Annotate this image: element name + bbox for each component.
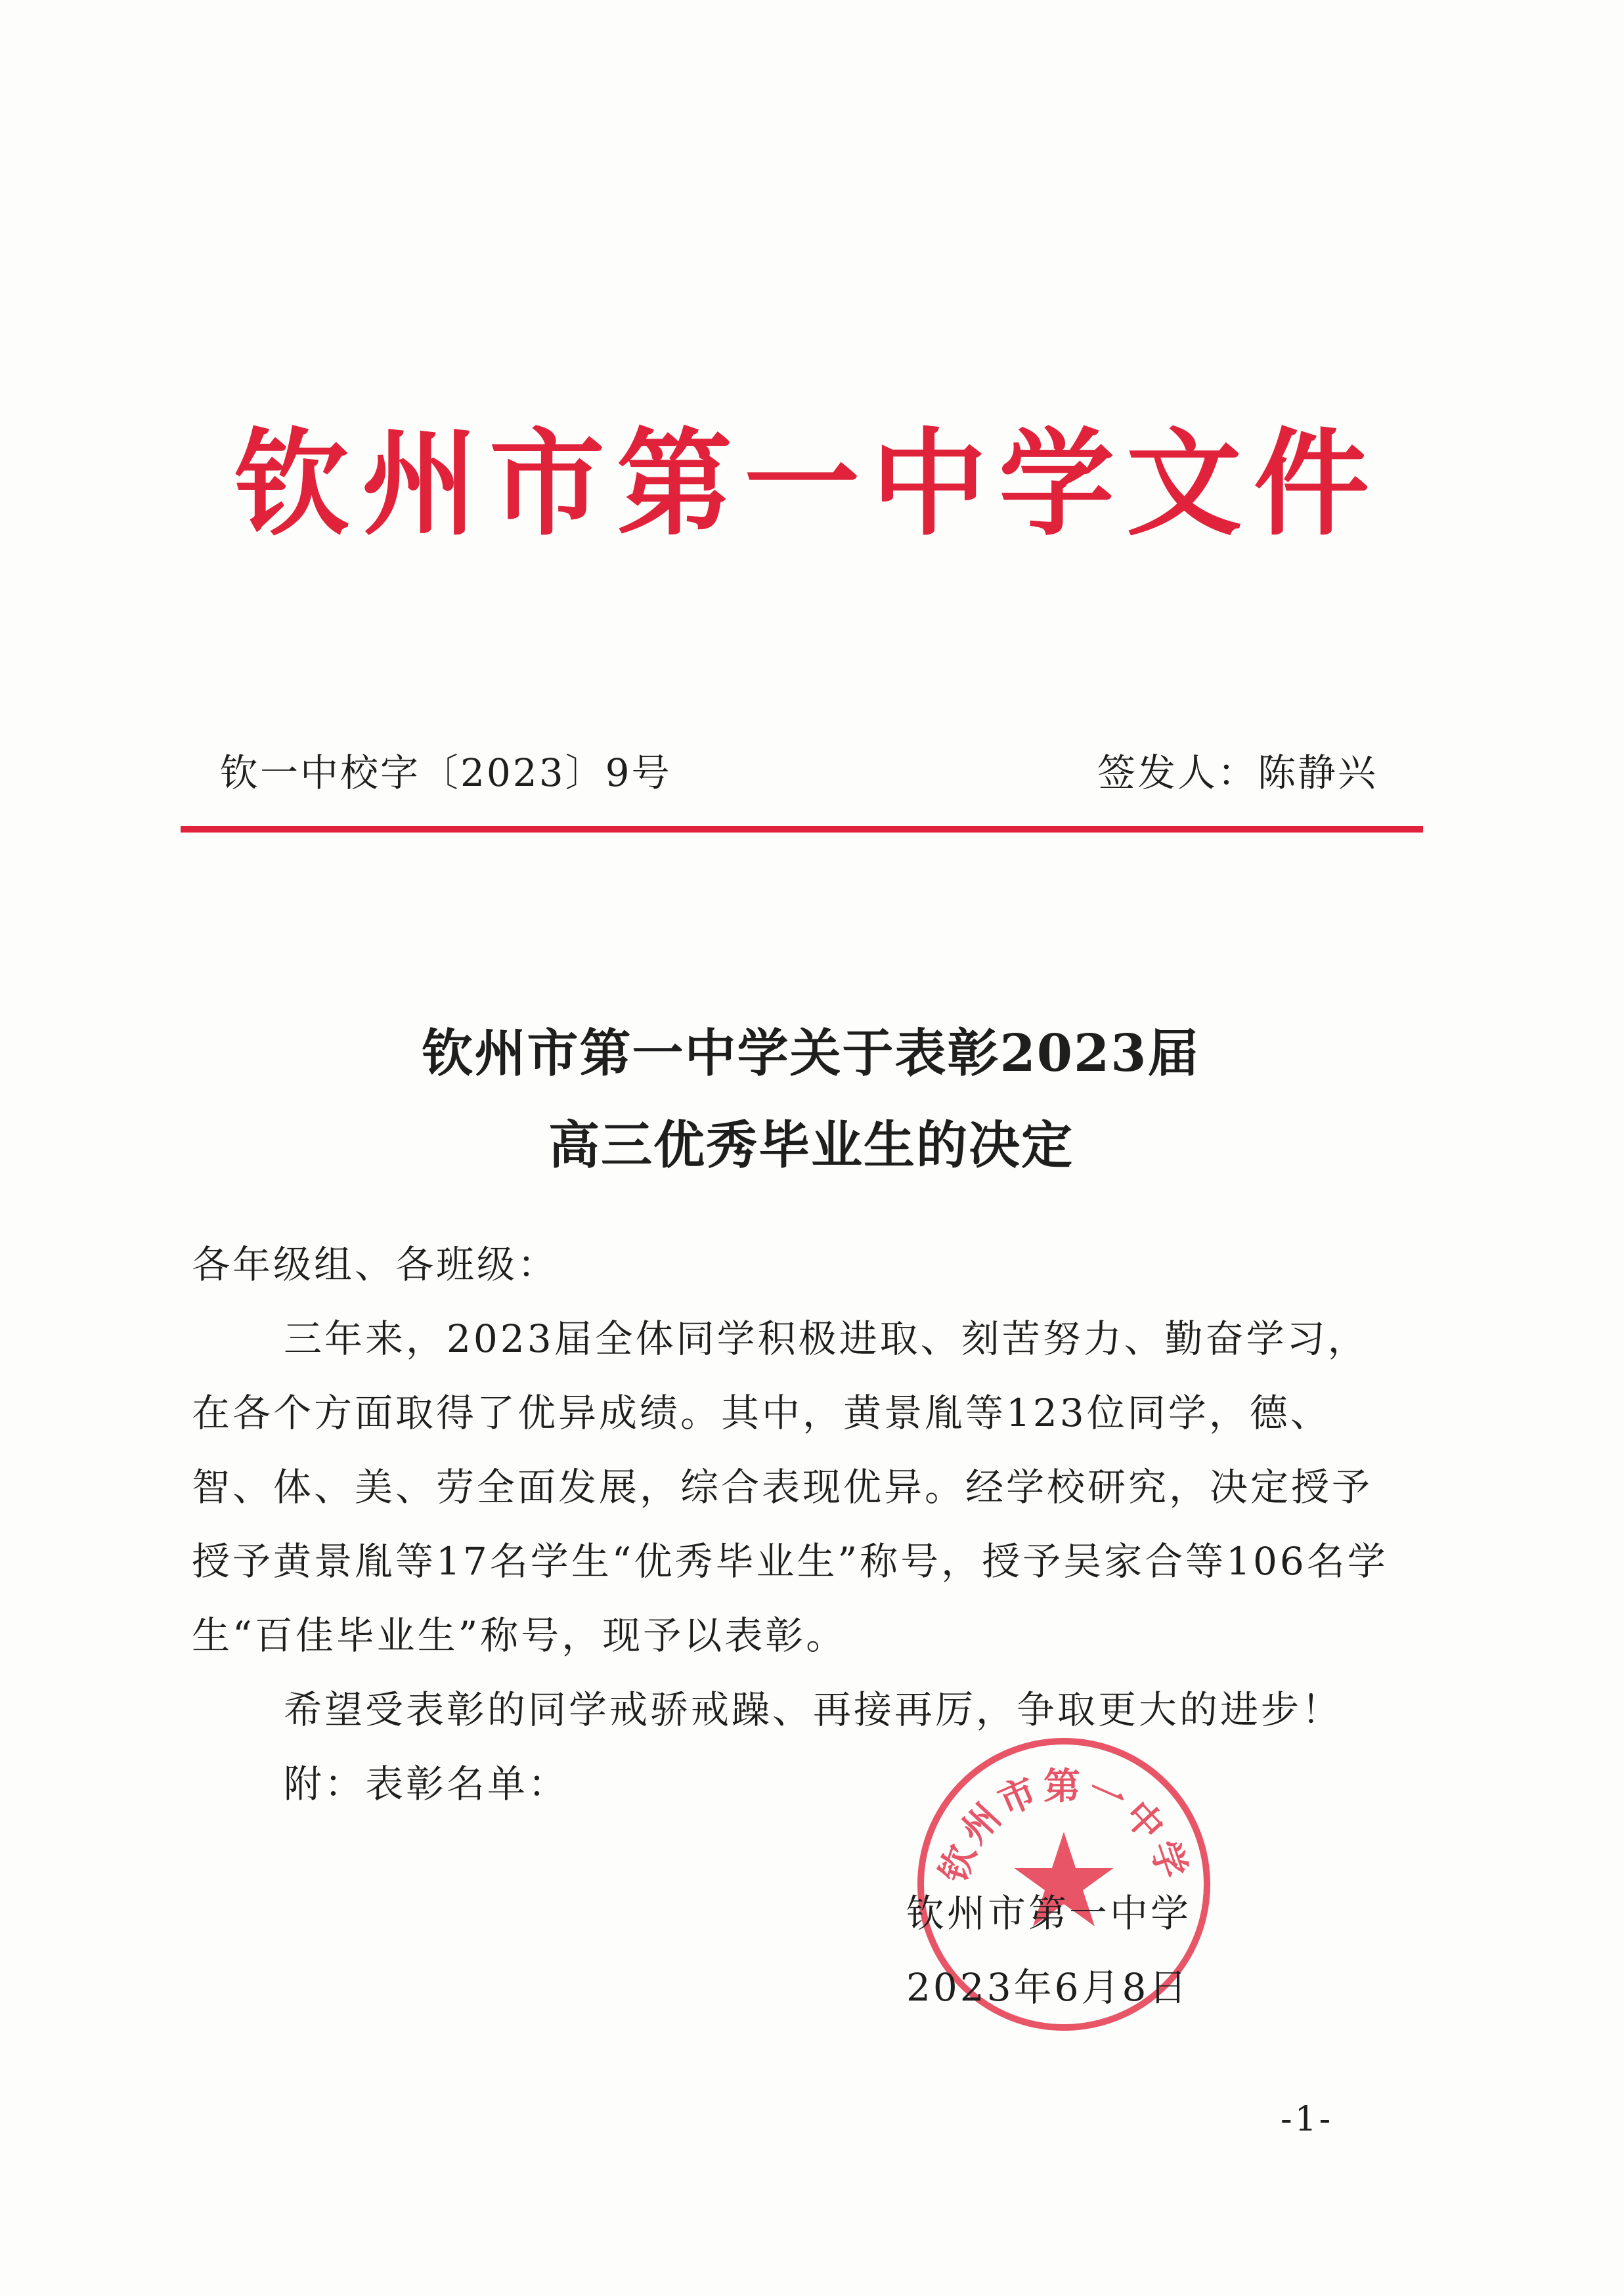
salutation: 各年级组、各班级： (192, 1242, 559, 1287)
document-signer: 签发人：陈静兴 (1097, 750, 1378, 795)
signature-block (906, 1876, 1191, 2025)
document-title (197, 1008, 1425, 1192)
document-number: 钦一中校字〔2023〕9号 (220, 750, 672, 795)
signature-org: 钦州市第一中学 (906, 1891, 1192, 1936)
document-masthead: 钦州市第一中学文件 (234, 417, 1381, 552)
signature-date: 2023年6月8日 (906, 1965, 1190, 2010)
svg-text:钦州市第一中学: 钦州市第一中学 (932, 1765, 1196, 1888)
title-line-1: 钦州市第一中学关于表彰2023届 (422, 1024, 1200, 1083)
masthead-divider (181, 826, 1423, 833)
title-line-2: 高三优秀毕业生的决定 (548, 1116, 1074, 1175)
attachment-line: 附：表彰名单： (284, 1762, 569, 1806)
page-number: -1- (1281, 2100, 1334, 2139)
document-body (192, 1228, 1400, 1821)
body-paragraph-2: 希望受表彰的同学戒骄戒躁、再接再厉，争取更大的进步！ (284, 1687, 1343, 1732)
body-paragraph-1: 三年来，2023届全体同学积极进取、刻苦努力、勤奋学习，在各个方面取得了优异成绩。其中，黄景胤等123位同学，德、智、体、美、劳全面发展，综合表现优异。经学校研究，决定授予授予黄景胤等17名学生“优秀毕业生”称号，授予吴家合等106名学生“百佳毕业生”称号，现予以表彰。 (192, 1316, 1388, 1658)
